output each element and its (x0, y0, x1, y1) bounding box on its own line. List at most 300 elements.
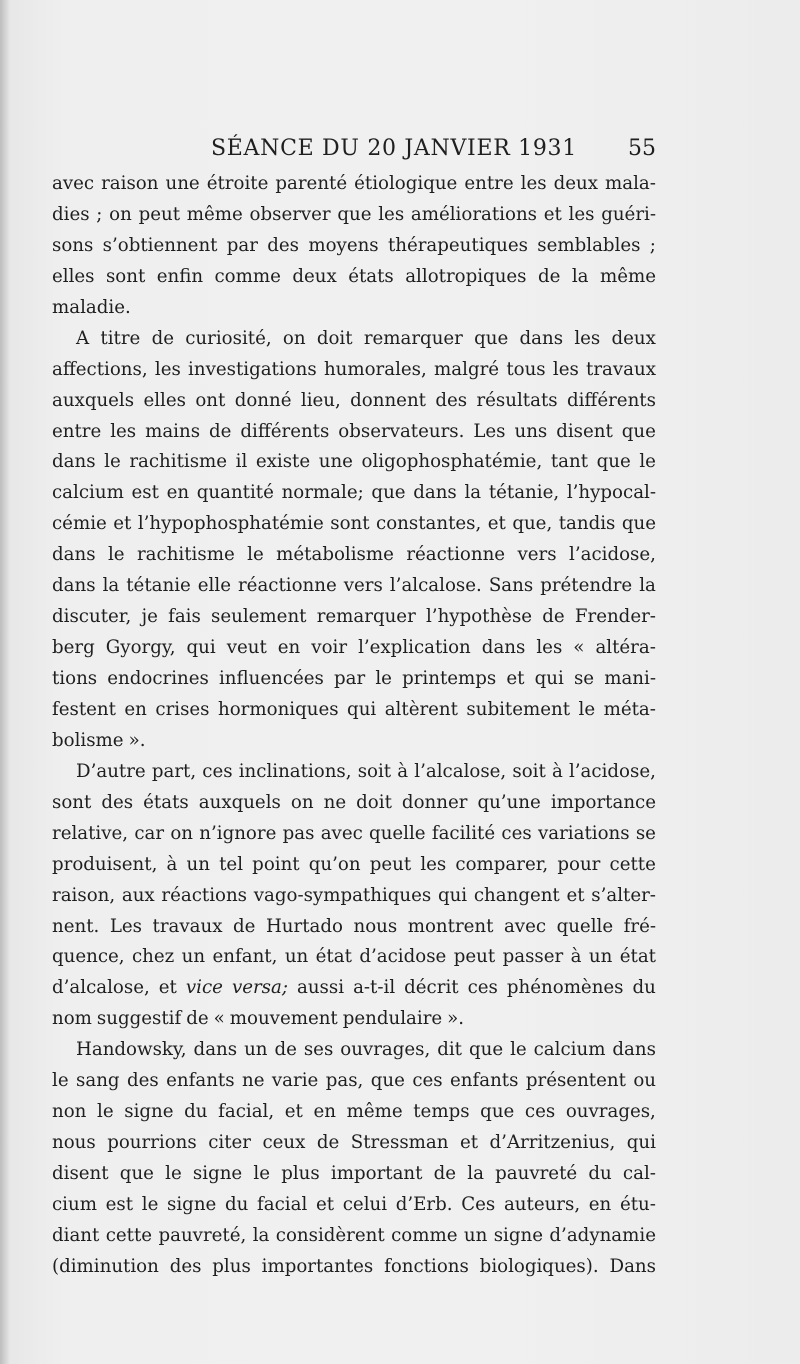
word: comparer, (455, 853, 549, 875)
word: temps (413, 1101, 470, 1123)
word: que (621, 420, 656, 442)
word: titre (100, 327, 141, 349)
word: sont (330, 513, 370, 535)
word: calcium (533, 1039, 606, 1061)
word: qui (626, 1132, 656, 1154)
word: la (102, 575, 120, 597)
word: ces (202, 760, 233, 782)
word: chez (132, 946, 175, 968)
word: la (464, 482, 482, 504)
word: avec (320, 822, 363, 844)
word: les (154, 358, 181, 380)
word: dans (413, 482, 457, 504)
word: facilité (431, 822, 496, 844)
word: le (165, 1163, 182, 1184)
word: de (542, 606, 565, 628)
word: deux (553, 173, 598, 194)
word: maladie. (52, 296, 131, 318)
text-line (52, 417, 656, 448)
word: ces (412, 1070, 443, 1092)
word: ; (649, 234, 656, 256)
word: décrit (404, 977, 459, 999)
word: l’hypothèse (425, 606, 533, 628)
word: comme (214, 265, 281, 287)
word: tétanie, (488, 482, 560, 504)
word: thérapeutiques (387, 234, 528, 256)
body-text (52, 169, 656, 1277)
word: des (435, 389, 468, 411)
word: avec (52, 173, 95, 194)
word: d’adynamie (549, 1224, 656, 1246)
word: soit (357, 760, 392, 782)
text-line (52, 633, 656, 664)
word: étroite (206, 173, 269, 194)
word: rachitisme (136, 544, 235, 566)
word: peut (369, 853, 412, 875)
word: phénomènes (506, 977, 624, 999)
word: lieu, (300, 389, 341, 411)
word: un (181, 946, 206, 968)
text-line (52, 973, 656, 1004)
word: l’hypophosphatémie (137, 513, 324, 535)
word: en (588, 1193, 612, 1215)
word: cémie (52, 513, 107, 535)
word: enfant, (212, 946, 278, 968)
word: les (420, 853, 447, 875)
text-line (52, 262, 656, 293)
word: mala- (605, 173, 656, 194)
word: inclinations, (238, 760, 352, 782)
word: malgré (434, 358, 500, 380)
word: de (186, 1008, 209, 1030)
word: se (573, 668, 595, 689)
word: disent (556, 420, 613, 442)
word: pendulaire (342, 1008, 443, 1030)
word: que (337, 203, 372, 225)
word: entre (52, 420, 102, 442)
word: je (141, 606, 158, 628)
word: tant (550, 451, 589, 473)
word: se (635, 822, 656, 844)
word: pas (282, 822, 315, 844)
word: montrent (407, 915, 494, 937)
word: un (463, 1224, 488, 1246)
text-line (52, 447, 656, 478)
word: on (282, 327, 306, 349)
text-line (52, 726, 656, 757)
word: que (621, 513, 656, 535)
word: enfants (166, 1070, 235, 1092)
word: présentent (525, 1070, 626, 1092)
word: dit (437, 1039, 462, 1061)
word: citer (208, 1132, 251, 1154)
word: et (487, 513, 506, 535)
word: remarquer (316, 606, 416, 628)
word: part, (151, 760, 197, 782)
word: berg (52, 637, 95, 659)
word: raison (101, 173, 159, 194)
word: d’Erb. (395, 1193, 453, 1215)
word: soit (512, 760, 546, 782)
word: calcium (52, 482, 124, 504)
word: du (588, 1163, 612, 1184)
word: bolisme (52, 729, 124, 751)
word: vice (185, 977, 223, 999)
word: importantes (261, 1255, 374, 1277)
word: humorales, (323, 358, 427, 380)
word: une (165, 173, 200, 194)
word: les (110, 420, 137, 442)
text-line (52, 1097, 656, 1128)
word: sang (76, 1070, 120, 1092)
word: vers (343, 575, 383, 597)
word: A (76, 327, 90, 349)
word: la (639, 575, 656, 597)
word: métabolisme (276, 544, 394, 566)
word: étiologique (354, 173, 458, 194)
word: donnent (350, 389, 426, 411)
word: travaux (586, 358, 656, 380)
word: n’ignore (199, 822, 277, 844)
word: d’alcalose, (52, 977, 150, 999)
word: peut (138, 203, 181, 225)
word: oligophosphatémie, (361, 451, 543, 473)
text-line (52, 819, 656, 850)
word: auxquels (52, 389, 135, 411)
text-line (52, 1190, 656, 1221)
word: vago-sympathiques (253, 884, 432, 906)
word: signe (124, 1101, 174, 1123)
text-line (52, 169, 656, 200)
word: que (480, 1101, 515, 1123)
text-line (52, 386, 656, 417)
word: l’explication (358, 637, 471, 659)
text-line (52, 1004, 656, 1035)
word: de (274, 1039, 297, 1061)
word: tous (506, 358, 546, 380)
word: donner (401, 791, 468, 813)
word: importance (550, 791, 656, 813)
word: l’hypocal- (566, 482, 656, 504)
word: ouvrages, (565, 1101, 656, 1123)
word: considèrent (275, 1224, 385, 1246)
word: sont (52, 791, 92, 813)
word: qui (534, 668, 564, 689)
text-line (52, 881, 656, 912)
word: Hurtado (265, 915, 343, 937)
word: rachitisme (129, 451, 228, 473)
word: quence, (52, 946, 125, 968)
word: versa; (231, 977, 288, 999)
word: le (375, 668, 392, 689)
word: le (97, 1101, 114, 1123)
text-line (52, 664, 656, 695)
text-line (52, 912, 656, 943)
word: et (315, 1193, 335, 1215)
text-line (52, 602, 656, 633)
word: en (313, 1101, 336, 1123)
word: le (578, 698, 596, 720)
word: et (459, 1132, 479, 1154)
word: parenté (275, 173, 348, 194)
word: que (468, 1039, 504, 1061)
word: elles (52, 265, 95, 287)
word: voir (311, 637, 348, 659)
word: mains (145, 420, 201, 442)
word: diant (52, 1224, 100, 1246)
word: pour (557, 853, 601, 875)
word: les (536, 637, 563, 659)
word: (diminution (52, 1255, 159, 1277)
word: et (506, 668, 525, 689)
word: le (510, 1039, 527, 1061)
word: réactionne (237, 575, 337, 597)
word: Sans (488, 575, 534, 597)
word: ne (242, 1070, 265, 1092)
word: peut (453, 946, 496, 968)
word: comme (391, 1224, 458, 1246)
word: les (520, 173, 547, 194)
word: même (346, 1101, 403, 1123)
word: facial, (218, 1101, 275, 1123)
text-line (52, 478, 656, 509)
word: état (619, 946, 656, 968)
word: point (252, 853, 300, 875)
word: cium (52, 1193, 97, 1215)
word: ces (467, 977, 498, 999)
word: pauvreté (495, 1163, 578, 1184)
word: remarquer (363, 327, 463, 349)
word: on (170, 822, 193, 844)
word: vers (517, 544, 557, 566)
page-number: 55 (628, 136, 656, 161)
word: travaux (152, 915, 223, 937)
word: nous (52, 1132, 96, 1154)
word: dans (52, 544, 96, 566)
word: en (124, 698, 147, 720)
word: que (119, 1163, 154, 1184)
word: la (571, 265, 589, 287)
word: entre (464, 173, 514, 194)
word: altèrent (384, 698, 458, 720)
text-line (52, 324, 656, 355)
word: relative, (52, 822, 129, 844)
word: dans (193, 1039, 238, 1061)
word: d’acidose (359, 946, 447, 968)
word: veut (226, 637, 267, 659)
word: l’acidose, (568, 760, 656, 782)
text-line (52, 355, 656, 386)
word: les (574, 327, 601, 349)
word: Les (109, 915, 142, 937)
word: et (566, 884, 585, 906)
word: passer (502, 946, 564, 968)
word: signe (192, 1163, 243, 1184)
word: ou (633, 1070, 656, 1092)
word: affections, (52, 358, 148, 380)
word: enfants (450, 1070, 519, 1092)
text-line (52, 571, 656, 602)
text-line (52, 231, 656, 262)
word: investigations (188, 358, 317, 380)
word: curiosité, (185, 327, 272, 349)
word: améliorations (410, 203, 537, 225)
word: variations (537, 822, 630, 844)
word: de (433, 1163, 457, 1184)
word: enfin (156, 265, 204, 287)
text-line (52, 850, 656, 881)
word: cette (105, 1224, 153, 1246)
word: la (467, 1163, 484, 1184)
word: résultats (476, 389, 558, 411)
word: que, (512, 513, 553, 535)
word: suggestif (96, 1008, 182, 1030)
word: des (101, 791, 134, 813)
word: Frender- (574, 606, 656, 628)
word: réactions (161, 884, 248, 906)
word: même (186, 203, 243, 225)
word: cette (609, 853, 656, 875)
text-line (52, 200, 656, 231)
word: dans (52, 575, 96, 597)
word: semblables (537, 234, 641, 256)
word: fonctions (384, 1255, 469, 1277)
word: la (252, 1224, 270, 1246)
word: même (599, 265, 656, 287)
word: constantes, (376, 513, 482, 535)
text-line (52, 1252, 656, 1283)
word: facial (257, 1193, 308, 1215)
word: le (141, 1193, 159, 1215)
word: car (134, 822, 165, 844)
word: le (107, 544, 125, 566)
word: différents (566, 389, 656, 411)
word: changent (473, 884, 560, 906)
word: qu’une (477, 791, 541, 813)
text-line (52, 757, 656, 788)
word: de (233, 915, 256, 937)
word: guéri- (601, 203, 656, 225)
word: qu’on (308, 853, 361, 875)
word: signe (167, 1193, 217, 1215)
word: est (131, 482, 159, 504)
word: festent (52, 698, 116, 720)
word: influencées (218, 668, 324, 689)
word: de (151, 327, 174, 349)
word: fais (168, 606, 201, 628)
word: prétendre (540, 575, 633, 597)
word: dans (481, 637, 526, 659)
word: ». (128, 729, 146, 751)
word: en (166, 482, 190, 504)
word: celui (342, 1193, 388, 1215)
text-line (52, 1035, 656, 1066)
word: tétanie (126, 575, 191, 597)
word: le (52, 1070, 69, 1092)
word: elles (143, 389, 186, 411)
word: quelle (556, 915, 614, 937)
word: ». (447, 1008, 465, 1030)
word: disent (52, 1163, 109, 1184)
word: un (244, 1039, 268, 1061)
word: moyens (308, 234, 379, 256)
word: des (169, 1255, 202, 1277)
word: ont (195, 389, 226, 411)
word: auxquels (198, 791, 281, 813)
word: les (568, 203, 595, 225)
word: de (316, 1132, 340, 1154)
word: à (166, 853, 178, 875)
word: observer (249, 203, 331, 225)
word: discuter, (52, 606, 132, 628)
word: en (277, 637, 301, 659)
word: quantité (196, 482, 274, 504)
word: l’alcalose, (414, 760, 507, 782)
word: le (247, 544, 264, 566)
word: ses (303, 1039, 334, 1061)
word: ces (501, 822, 532, 844)
word: qui (437, 884, 468, 906)
word: différents (240, 420, 330, 442)
word: à (551, 760, 563, 782)
word: printemps (402, 668, 497, 689)
word: avec (503, 915, 547, 937)
text-line (52, 540, 656, 571)
word: le (104, 451, 121, 473)
word: plus (281, 1163, 320, 1184)
running-title: SÉANCE DU 20 JANVIER 1931 (211, 136, 577, 161)
word: raison, (52, 884, 116, 906)
word: signe (493, 1224, 543, 1246)
word: nom (52, 1008, 92, 1030)
word: et (284, 1101, 303, 1123)
word: et (543, 203, 562, 225)
text-line (52, 1066, 656, 1097)
word: un (588, 946, 613, 968)
word: subitement (466, 698, 571, 720)
word: deux (292, 265, 337, 287)
text-line (52, 942, 656, 973)
word: sons (52, 234, 94, 256)
word: doit (316, 327, 353, 349)
word: dans (52, 451, 96, 473)
word: allotropiques (405, 265, 527, 287)
word: varie (271, 1070, 319, 1092)
word: ceux (262, 1132, 306, 1154)
word: uns (514, 420, 548, 442)
word: que (370, 1070, 405, 1092)
word: donné (234, 389, 292, 411)
word: de (209, 420, 232, 442)
word: à (397, 760, 409, 782)
word: à (570, 946, 582, 968)
word: et (113, 513, 132, 535)
word: cal- (622, 1163, 656, 1184)
word: est (105, 1193, 134, 1215)
word: D’autre (76, 760, 146, 782)
word: pas, (325, 1070, 364, 1092)
text-line (52, 509, 656, 540)
text-line (52, 1128, 656, 1159)
word: dans (612, 1039, 656, 1061)
page-edge-shadow (0, 0, 10, 1364)
word: il (235, 451, 248, 473)
text-line (52, 788, 656, 819)
word: a-t-il (353, 977, 396, 999)
word: dies (52, 203, 90, 225)
word: tandis (558, 513, 616, 535)
word: et (158, 977, 177, 999)
